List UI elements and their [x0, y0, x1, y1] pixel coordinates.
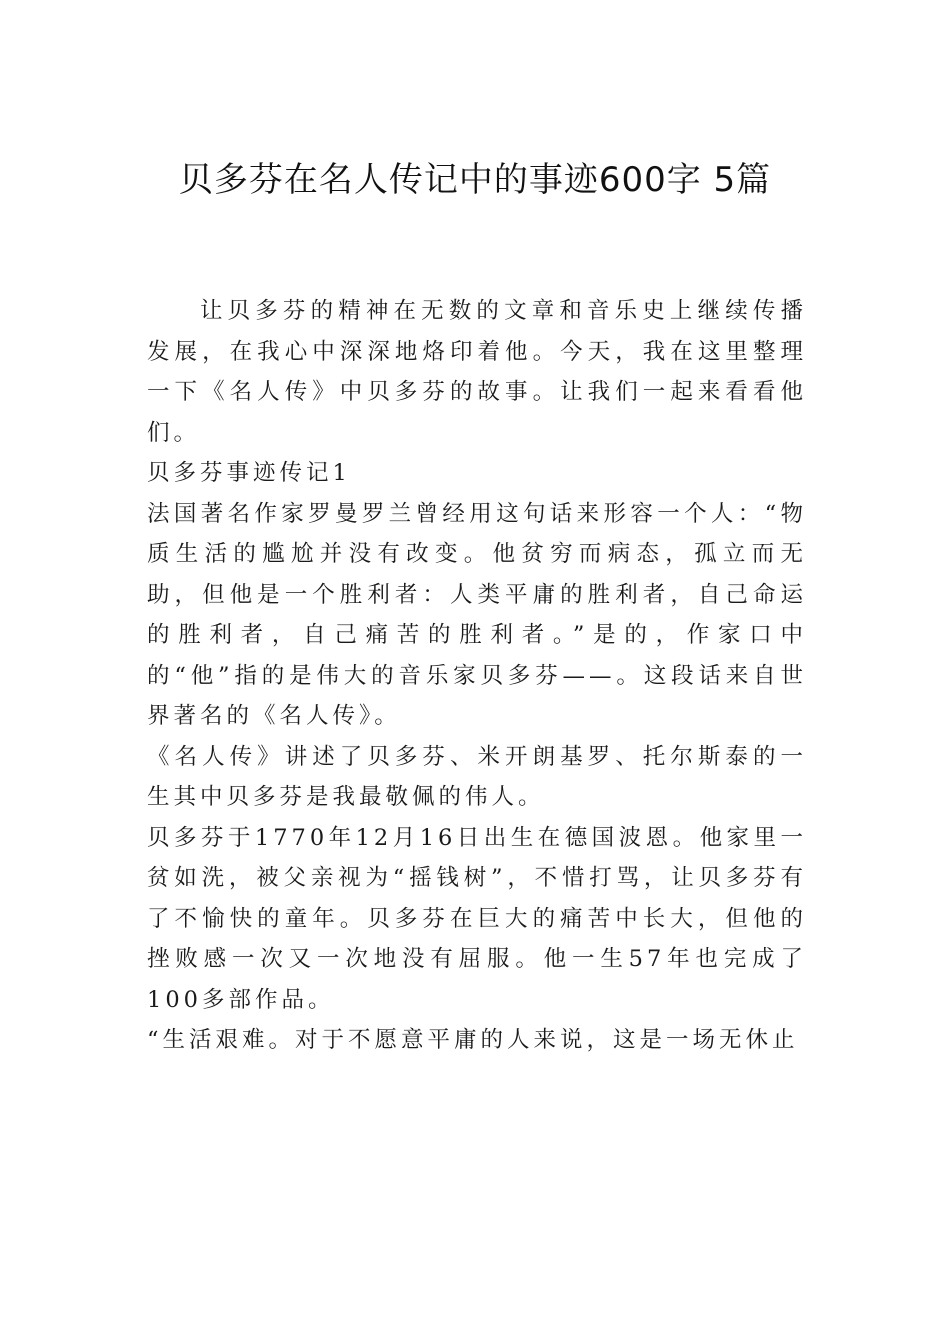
section-heading: 贝多芬事迹传记1: [147, 460, 351, 486]
body-paragraph: 贝多芬于1770年12月16日出生在德国波恩。他家里一贫如洗，被父亲视为“摇钱树”，不惜打骂，让贝多芬有了不愉快的童年。贝多芬在巨大的痛苦中长大，但他的挫败感一次又一次地没有屈服。他一生57年也完成了100多部作品。: [147, 824, 807, 1013]
body-paragraph: 《名人传》讲述了贝多芬、米开朗基罗、托尔斯泰的一生其中贝多芬是我最敬佩的伟人。: [147, 743, 807, 810]
document-body: [147, 291, 807, 1061]
body-paragraph: “生活艰难。对于不愿意平庸的人来说，这是一场无休止: [147, 1027, 799, 1053]
intro-paragraph: 让贝多芬的精神在无数的文章和音乐史上继续传播发展，在我心中深深地烙印着他。今天，我在这里整理一下《名人传》中贝多芬的故事。让我们一起来看看他们。: [147, 298, 807, 446]
body-paragraph: 法国著名作家罗曼罗兰曾经用这句话来形容一个人：“物质生活的尴尬并没有改变。他贫穷而病态，孤立而无助，但他是一个胜利者：人类平庸的胜利者，自己命运的胜利者，自己痛苦的胜利者。”是的，作家口中的“他”指的是伟大的音乐家贝多芬——。这段话来自世界著名的《名人传》。: [147, 500, 807, 729]
document-title: 贝多芬在名人传记中的事迹600字 5篇: [178, 160, 772, 200]
